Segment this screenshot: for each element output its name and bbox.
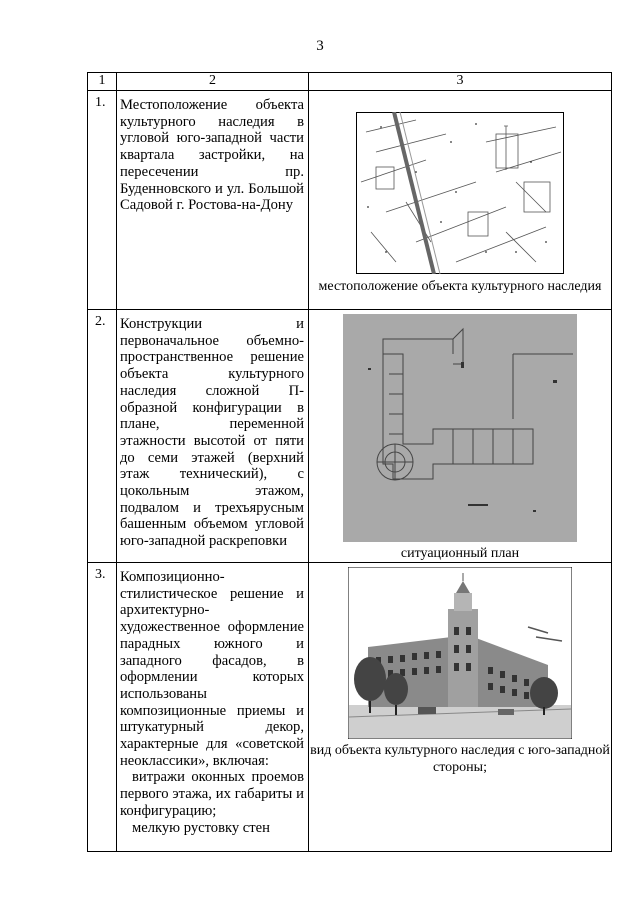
row-description: витражи оконных проемов первого этажа, их габариты и конфигурацию; <box>120 769 304 819</box>
table-row <box>88 310 612 563</box>
row-number: 2. <box>95 314 106 329</box>
row-description: Местоположение объекта культурного наследия в угловой юго-западной части квартала застройки, на пересечении пр. Буденновского и ул. Большой Садовой г. Ростова-на-Дону <box>120 97 304 214</box>
row-description: Композиционно-стилистическое решение и архитектурно-художественное оформление парадных южного и западного фасадов, в оформлении которых использованы композиционные приемы и штукатурный декор, характерные для «советской неоклассики», включая: <box>120 569 304 769</box>
header-col-1: 1 <box>88 73 117 91</box>
row-caption: ситуационный план <box>400 546 520 561</box>
row-caption: местоположение объекта культурного наследия <box>318 279 602 294</box>
table-row <box>88 91 612 310</box>
row-description: мелкую рустовку стен <box>132 819 270 836</box>
site-plan-image <box>343 314 577 542</box>
table-row <box>88 563 612 852</box>
row-number: 3. <box>95 567 106 582</box>
heritage-table <box>87 72 612 852</box>
row-description: Конструкции и первоначальное объемно-пространственное решение объекта культурного наследия сложной П-образной конфигурации в плане, переменной этажности высотой от пяти до семи этажей (верхний этаж технический), с цокольным этажом, подвалом и трехъярусным башенным объемом угловой юго-западной раскреповки <box>120 316 304 550</box>
header-col-2: 2 <box>117 73 309 91</box>
building-photo-image <box>348 567 572 739</box>
header-col-3: 3 <box>309 73 612 91</box>
table-header-row <box>88 73 612 91</box>
page-number: 3 <box>316 38 324 54</box>
row-number: 1. <box>95 95 106 110</box>
location-map-image <box>356 112 564 274</box>
row-caption: вид объекта культурного наследия с юго-западной стороны; <box>310 743 610 775</box>
